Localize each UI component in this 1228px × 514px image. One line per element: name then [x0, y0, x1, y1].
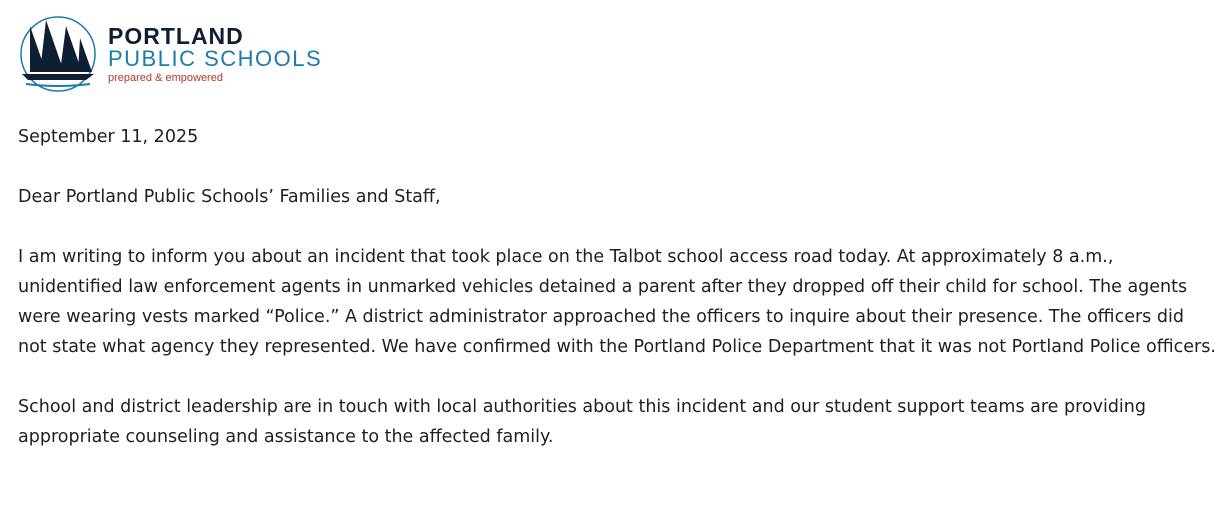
letter-paragraph-1: I am writing to inform you about an incident that took place on the Talbot school access road today. At approximately 8 a.m., unidentified law enforcement agents in unmarked vehicles detained a parent after they dropped off their child for school. The agents were wearing vests marked “Police.” A district administrator approached the officers to inquire about their presence. The officers did not state what agency they represented. We have confirmed with the Portland Police Department that it was not Portland Police officers.	[18, 247, 1216, 357]
logo-tagline: prepared & empowered	[108, 71, 223, 84]
logo-name-line1: PORTLAND	[108, 22, 244, 49]
letter-paragraph-2: School and district leadership are in touch with local authorities about this incident and our student support teams are providing appropriate counseling and assistance to the affected family.	[18, 397, 1146, 447]
letter-body	[18, 122, 1218, 482]
letter-date: September 11, 2025	[18, 127, 199, 147]
letter-salutation: Dear Portland Public Schools’ Families and Staff,	[18, 187, 441, 207]
logo-name-line2: PUBLIC SCHOOLS	[108, 45, 323, 71]
ship-logo-icon	[16, 14, 100, 94]
district-logo	[16, 14, 322, 94]
